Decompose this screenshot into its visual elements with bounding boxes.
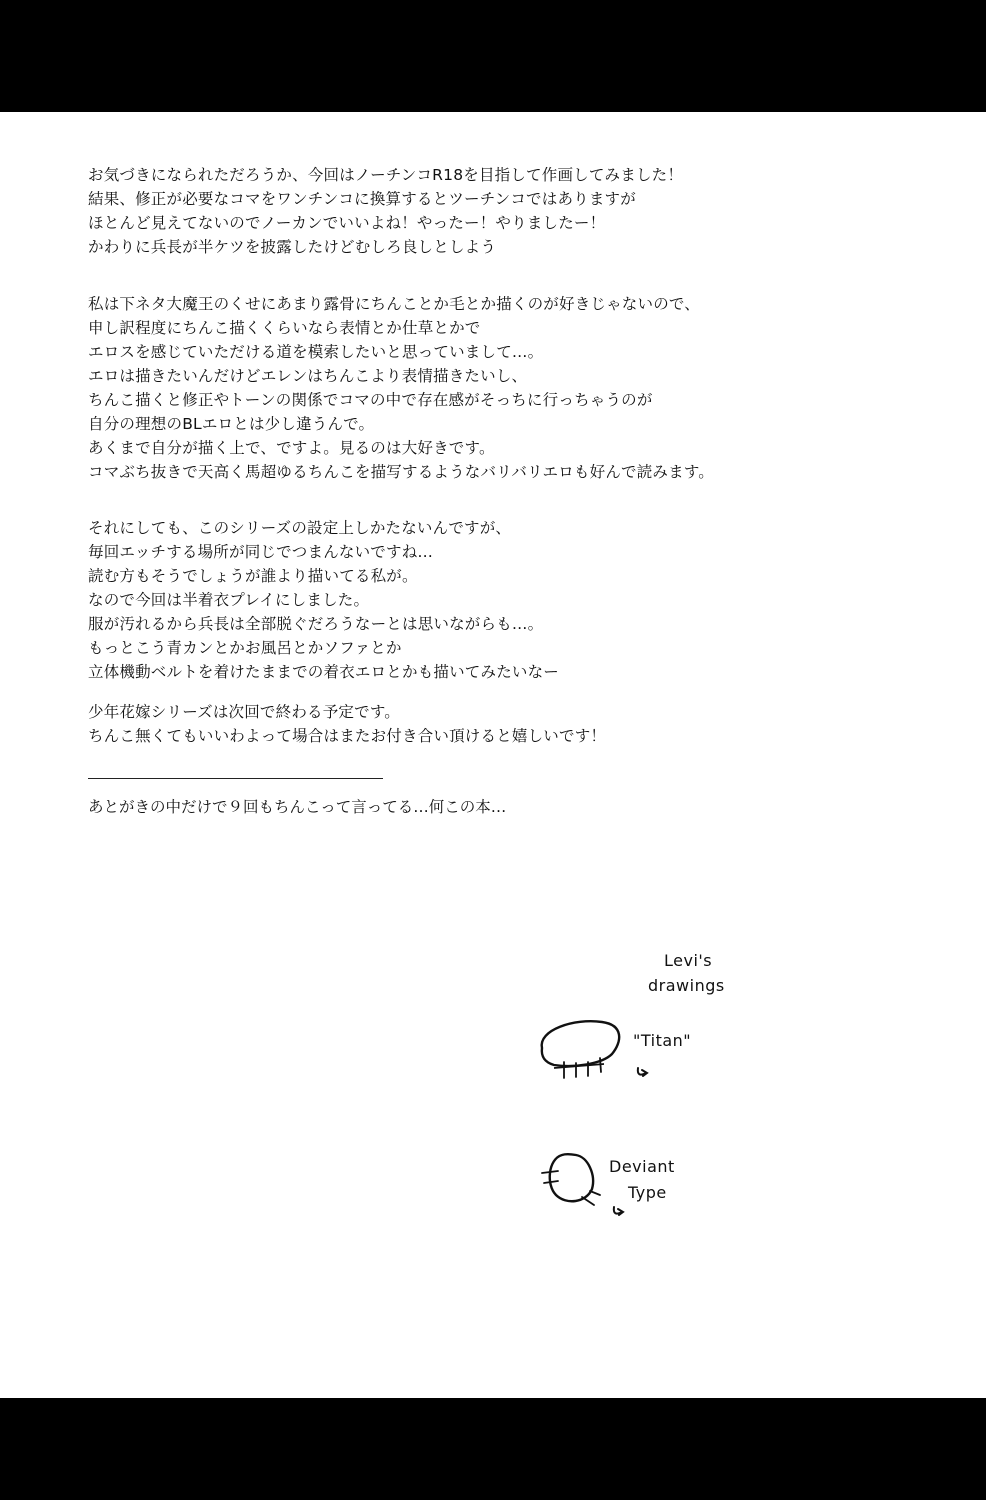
deviant-label-line2: Type [628,1183,667,1202]
text-line: エロは描きたいんだけどエレンはちんこより表情描きたいし、 [88,367,528,385]
paragraph-1 [88,163,848,259]
text-line: 私は下ネタ大魔王のくせにあまり露骨にちんことか毛とか描くのが好きじゃないので、 [88,295,700,313]
sketch-heading-line1: Levi's [664,951,713,970]
afterword-note: あとがきの中だけで９回もちんこって言ってる…何この本… [88,798,507,816]
bottom-black-bar [0,1398,986,1500]
text-line: 自分の理想のBLエロとは少し違うんで。 [88,415,375,433]
text-line: 結果、修正が必要なコマをワンチンコに換算するとツーチンコではありますが [88,190,636,208]
deviant-label-line1: Deviant [609,1157,675,1176]
text-line: ちんこ描くと修正やトーンの関係でコマの中で存在感がそっちに行っちゃうのが [88,391,653,409]
text-line: 読む方もそうでしょうが誰より描いてる私が。 [88,567,418,585]
text-line: 少年花嫁シリーズは次回で終わる予定です。 [88,703,400,721]
paragraph-3 [88,516,848,684]
text-line: それにしても、このシリーズの設定上しかたないんですが、 [88,519,512,537]
divider-line [88,778,383,779]
text-line: 毎回エッチする場所が同じでつまんないですね… [88,543,434,561]
top-black-bar [0,0,986,112]
sketch-heading-line2: drawings [648,976,725,995]
text-line: もっとこう青カンとかお風呂とかソファとか [88,639,402,657]
text-line: ちんこ無くてもいいわよって場合はまたお付き合い頂けると嬉しいです！ [88,727,607,745]
text-line: ほとんど見えてないのでノーカンでいいよね！やったー！やりましたー！ [88,214,606,232]
text-line: お気づきになられただろうか、今回はノーチンコR18を目指して作画してみました！ [88,166,684,184]
text-line: エロスを感じていただける道を模索したいと思っていまして…。 [88,343,544,361]
paragraph-4 [88,700,848,748]
text-line: 服が汚れるから兵長は全部脱ぐだろうなーとは思いながらも…。 [88,615,544,633]
text-line: 申し訳程度にちんこ描くくらいなら表情とか仕草とかで [88,319,481,337]
text-line: なので今回は半着衣プレイにしました。 [88,591,370,609]
titan-label: "Titan" [633,1031,692,1050]
text-line: かわりに兵長が半ケツを披露したけどむしろ良しとしよう [88,238,497,256]
text-line: 立体機動ベルトを着けたままでの着衣エロとかも描いてみたいなー [88,663,560,681]
text-line: コマぶち抜きで天高く馬超ゆるちんこを描写するようなバリバリエロも好んで読みます。 [88,463,714,481]
text-line: あくまで自分が描く上で、ですよ。見るのは大好きです。 [88,439,495,457]
paragraph-2 [88,292,848,484]
